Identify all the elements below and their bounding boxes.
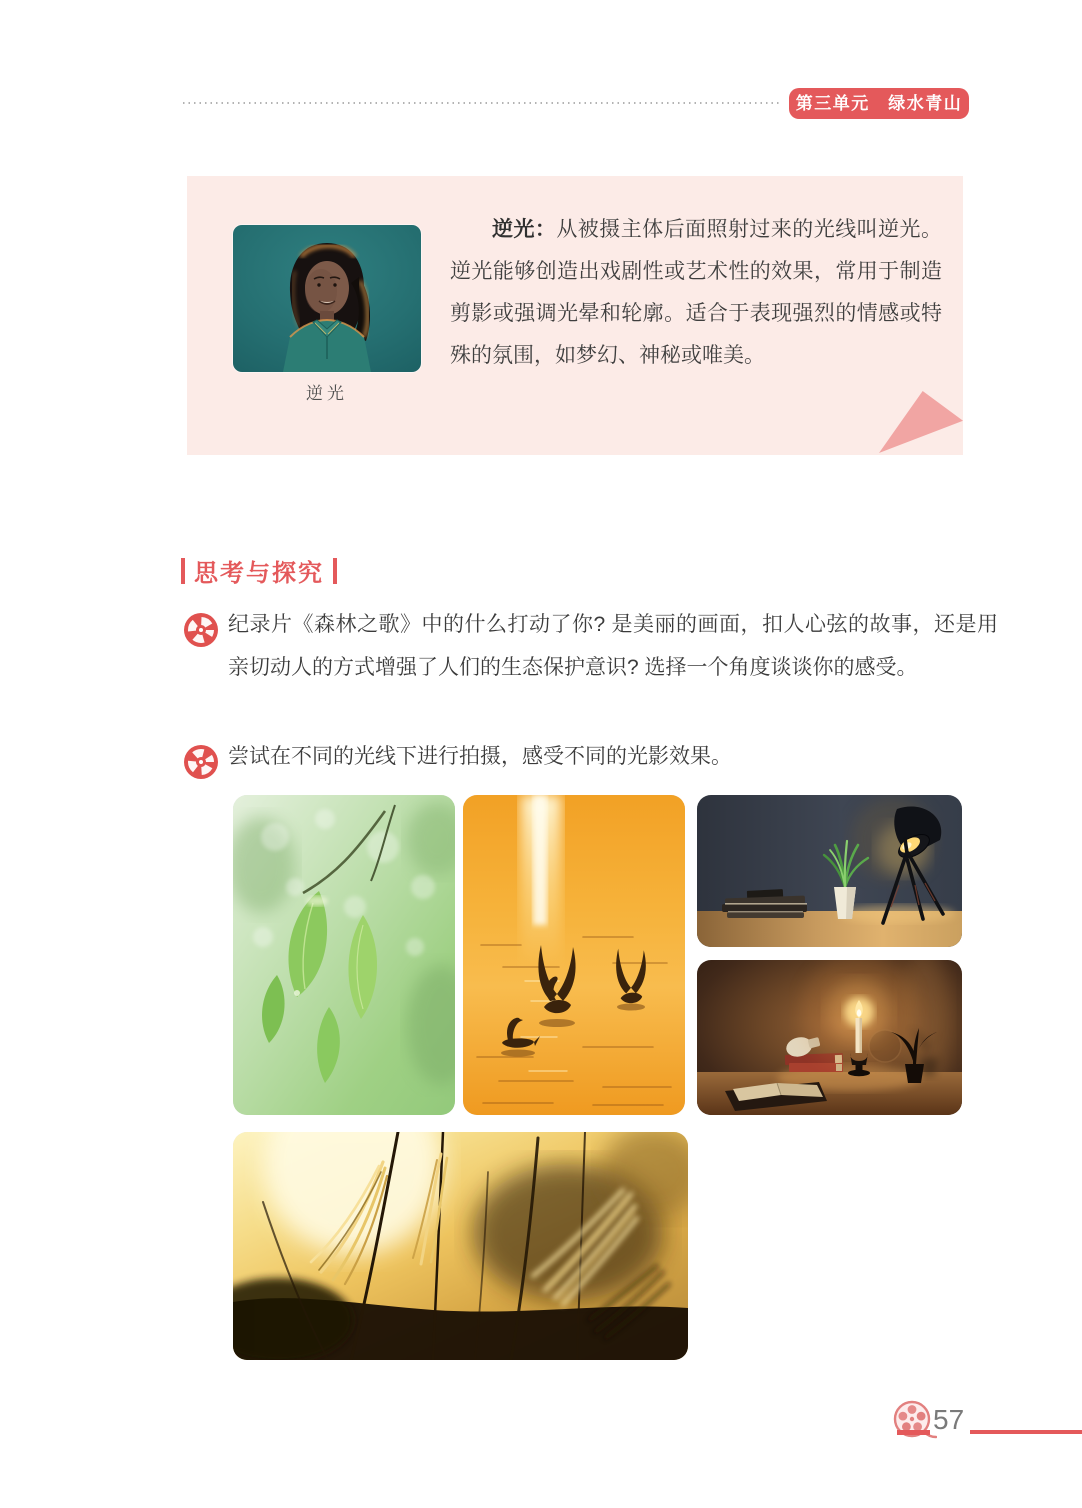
header-dotted-line [183, 102, 779, 104]
photo-swans-at-sunset [463, 795, 685, 1115]
title-left-bar [181, 558, 185, 584]
footer-accent-line [970, 1430, 1082, 1434]
section-header [181, 553, 337, 588]
footer-film-reel-icon [891, 1398, 937, 1444]
title-right-bar [333, 558, 337, 584]
unit-badge: 第三单元 绿水青山 [789, 88, 969, 119]
portrait-caption: 逆光 [306, 384, 348, 403]
film-reel-bullet-icon [183, 612, 219, 648]
photo-green-leaves [233, 795, 455, 1115]
term-definition: 从被摄主体后面照射过来的光线叫逆光。逆光能够创造出戏剧性或艺术性的效果，常用于制造剪影或强调光晕和轮廓。适合于表现强烈的情感或特殊的氛围，如梦幻、神秘或唯美。 [450, 218, 943, 367]
question-text: 纪录片《森林之歌》中的什么打动了你? 是美丽的画面，扣人心弦的故事，还是用亲切动人的方式增强了人们的生态保护意识? 选择一个角度谈谈你的感受。 [228, 613, 998, 679]
question-text: 尝试在不同的光线下进行拍摄，感受不同的光影效果。 [228, 745, 732, 768]
photo-candlelight-desk [697, 960, 962, 1115]
footer-accent-bar [897, 1430, 930, 1435]
page-number: 57 [933, 1404, 965, 1435]
term-label: 逆光： [492, 218, 557, 241]
backlight-info-box [187, 176, 963, 455]
section-title: 思考与探究 [194, 560, 324, 587]
backlight-portrait-photo [233, 225, 421, 372]
corner-triangle-decoration [879, 391, 963, 453]
backlight-description [450, 209, 942, 377]
film-reel-bullet-icon [183, 744, 219, 780]
photo-desk-lamp [697, 795, 962, 947]
photo-golden-reeds [233, 1132, 688, 1360]
portrait-illustration [233, 225, 421, 372]
